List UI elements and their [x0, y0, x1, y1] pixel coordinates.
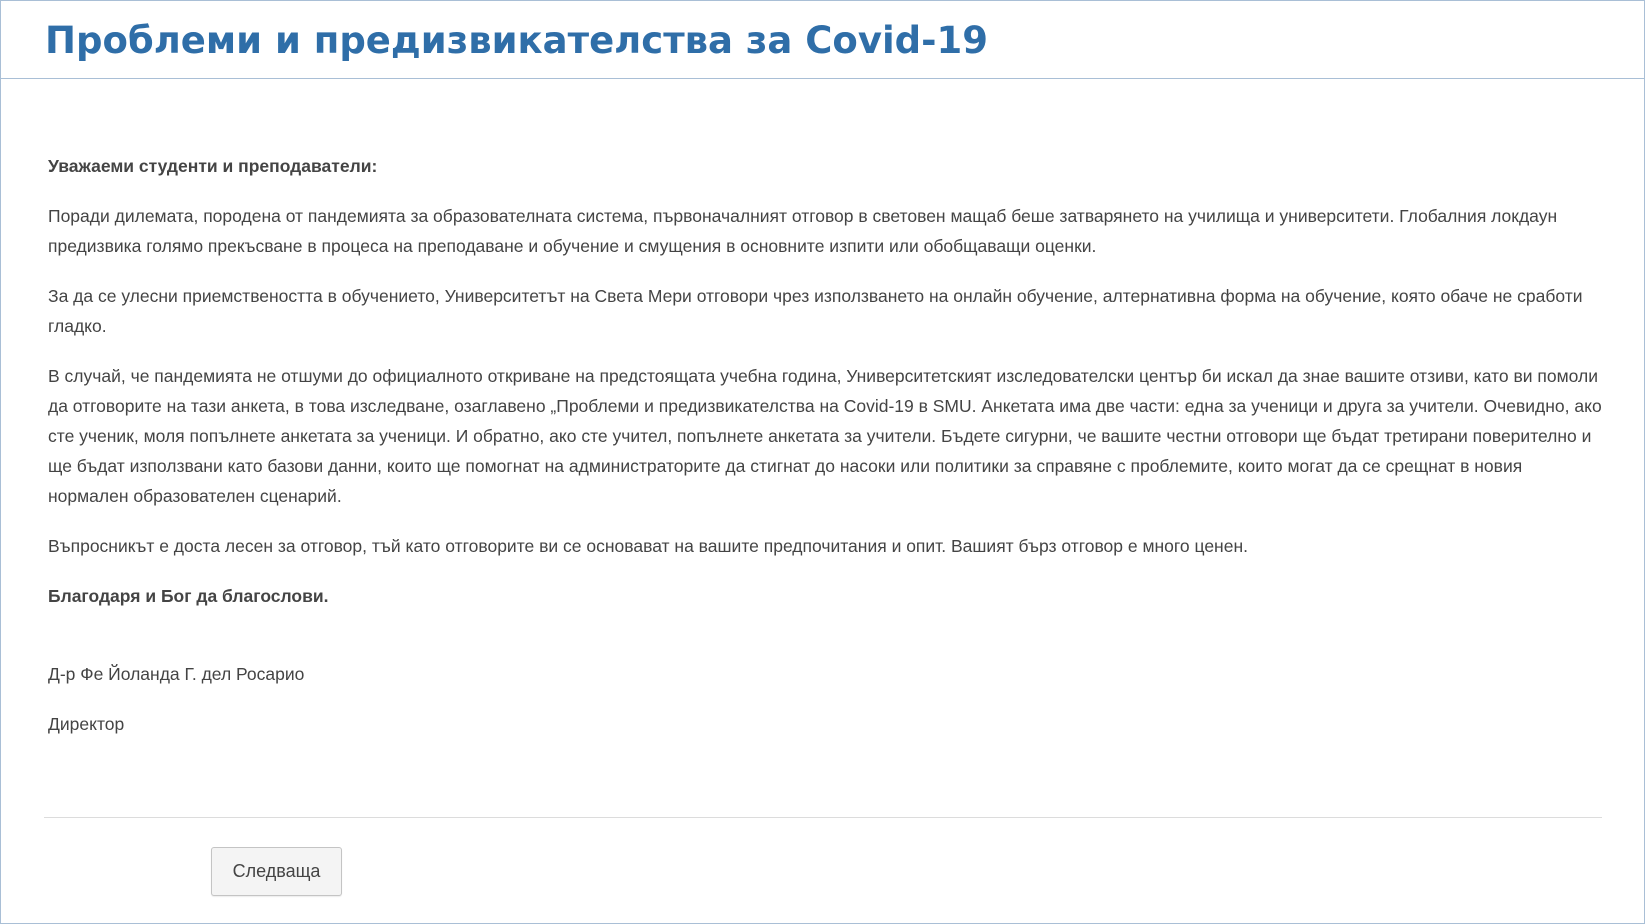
intro-paragraph-3: В случай, че пандемията не отшуми до официалното откриване на предстоящата учебна година, Университетският изследователски център би искал да знае вашите отзиви, като ви помоли да отговорите на тази анкета, в това изследване, озаглавено „Проблеми и предизвикателства на Covid-19 в SMU. Анкетата има две части: една за ученици и друга за учители. Очевидно, ако сте ученик, моля попълнете анкетата за ученици. И обратно, ако сте учител, попълнете анкетата за учители. Бъдете сигурни, че вашите честни отговори ще бъдат третирани поверително и ще бъдат използвани като базови данни, които ще помогнат на администраторите да стигнат до насоки или политики за справяне с проблемите, които могат да се срещнат в новия нормален образователен сценарий.	[48, 366, 1602, 506]
intro-text	[48, 151, 1603, 759]
closing-line: Благодаря и Бог да благослови.	[48, 586, 329, 606]
next-button[interactable]: Следваща	[211, 847, 342, 896]
intro-paragraph-1: Поради дилемата, породена от пандемията за образователната система, първоначалният отговор в световен мащаб беше затварянето на училища и университети. Глобалния локдаун предизвика голямо прекъсване в процеса на преподаване и обучение и смущения в основните изпити или обобщаващи оценки.	[48, 206, 1558, 256]
footer-divider	[44, 817, 1602, 818]
signature-name: Д-р Фе Йоланда Г. дел Росарио	[48, 664, 305, 684]
signature-block	[48, 659, 1603, 739]
intro-paragraph-2: За да се улесни приемствеността в обучението, Университетът на Света Мери отговори чрез използването на онлайн обучение, алтернативна форма на обучение, която обаче не сработи гладко.	[48, 286, 1583, 336]
intro-paragraph-4: Въпросникът е доста лесен за отговор, тъй като отговорите ви се основават на вашите предпочитания и опит. Вашият бърз отговор е много ценен.	[48, 536, 1248, 556]
page-title: Проблеми и предизвикателства за Covid-19	[45, 19, 988, 62]
signature-title: Директор	[48, 714, 125, 734]
page-header	[1, 1, 1644, 79]
greeting: Уважаеми студенти и преподаватели:	[48, 156, 378, 176]
